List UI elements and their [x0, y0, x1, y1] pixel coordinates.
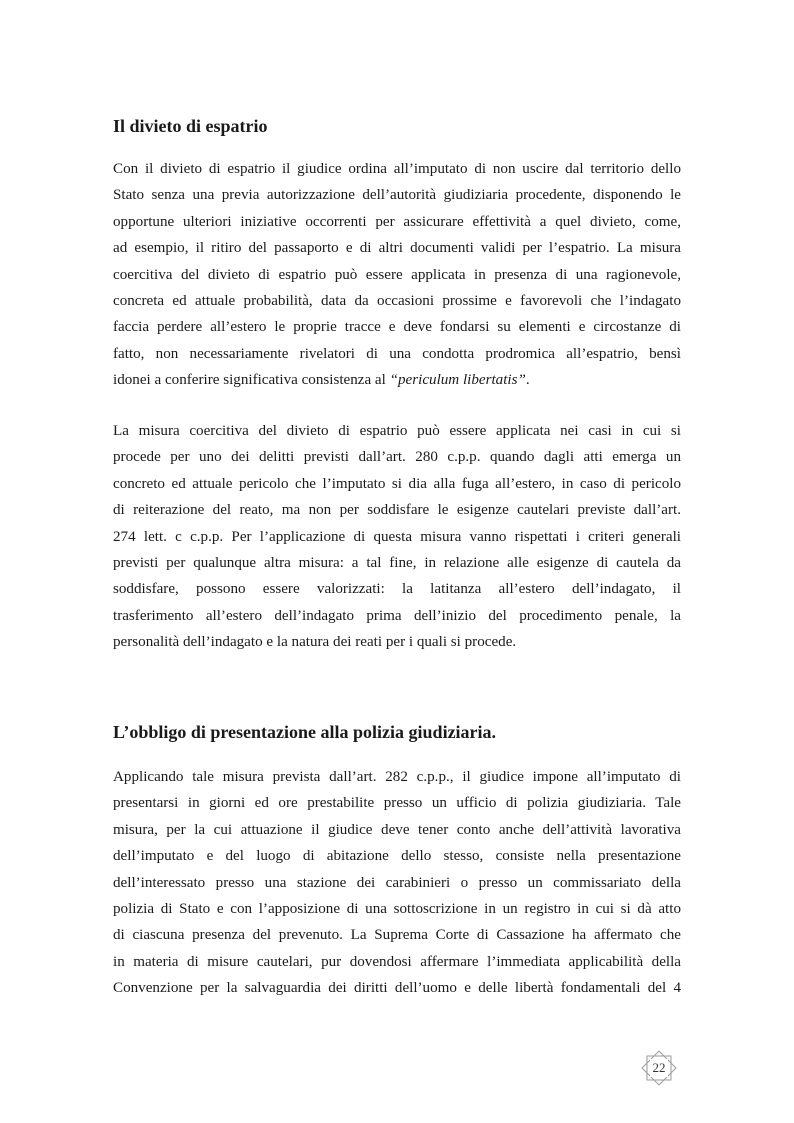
text-line	[113, 367, 681, 393]
text-line: presentarsi in giorni ed ore prestabilite presso un ufficio di polizia giudiziaria. Tale	[113, 795, 681, 812]
text-fragment: .	[525, 372, 530, 389]
text-line: dell’imputato e del luogo di abitazione dello stesso, consiste nella presentazione	[113, 848, 681, 865]
text-line: procede per uno dei delitti previsti dall’art. 280 c.p.p. quando dagli atti emerga un	[113, 449, 681, 466]
text-line: Con il divieto di espatrio il giudice ordina all’imputato di non uscire dal territorio dello	[113, 161, 681, 177]
text-line: trasferimento all’estero dell’indagato prima dell’inizio del procedimento penale, la	[113, 607, 681, 624]
text-line: concreto ed attuale pericolo che l’imputato si dia alla fuga all’estero, in caso di pericolo	[113, 475, 681, 492]
text-line: personalità dell’indagato e la natura dei reati per i quali si procede.	[113, 634, 517, 651]
text-line: coercitiva del divieto di espatrio può essere applicata in presenza di una ragionevole,	[113, 266, 681, 283]
text-line: Convenzione per la salvaguardia dei diritti dell’uomo e delle libertà fondamentali del 4	[113, 980, 681, 997]
section-heading-obbligo-presentazione: L’obbligo di presentazione alla polizia giudiziaria.	[113, 722, 497, 742]
text-line: dell’interessato presso una stazione dei carabinieri o presso un commissariato della	[113, 874, 681, 891]
text-line: misura, per la cui attuazione il giudice deve tener conto anche dell’attività lavorativa	[113, 821, 681, 838]
text-line: in materia di misure cautelari, pur dovendosi affermare l’immediata applicabilità della	[113, 953, 681, 970]
paragraph-divieto-2	[113, 418, 681, 656]
text-line: di ciascuna presenza del prevenuto. La Suprema Corte di Cassazione ha affermato che	[113, 927, 681, 944]
paragraph-divieto-1	[113, 156, 681, 394]
text-line: previsti per qualunque altra misura: a tal fine, in relazione alle esigenze di cautela da	[113, 554, 681, 571]
text-line: faccia perdere all’estero le proprie tracce e deve fondarsi su elementi e circostanze di	[113, 319, 681, 336]
text-line: fatto, non necessariamente rivelatori di una condotta prodromica all’espatrio, bensì	[113, 345, 681, 362]
text-line: La misura coercitiva del divieto di espatrio può essere applicata nei casi in cui si	[113, 423, 681, 439]
text-line: opportune ulteriori iniziative occorrenti per assicurare effettività a quel divieto, come,	[113, 213, 681, 230]
text-line: Stato senza una previa autorizzazione dell’autorità giudiziaria procedente, disponendo le	[113, 187, 681, 204]
text-line: polizia di Stato e con l’apposizione di una sottoscrizione in un registro in cui si dà atto	[113, 900, 681, 917]
text-line: ad esempio, il ritiro del passaporto e di altri documenti validi per l’espatrio. La misura	[113, 240, 681, 257]
text-line: Applicando tale misura prevista dall’art. 282 c.p.p., il giudice impone all’imputato di	[113, 769, 681, 785]
text-line: 274 lett. c c.p.p. Per l’applicazione di questa misura vanno rispettati i criteri generali	[113, 528, 681, 545]
page-number: 22	[652, 1060, 666, 1075]
text-line: di reiterazione del reato, ma non per soddisfare le esigenze cautelari previste dall’art.	[113, 502, 681, 519]
text-fragment: idonei a conferire significativa consistenza al	[113, 372, 390, 389]
text-line: soddisfare, possono essere valorizzati: la latitanza all’estero dell’indagato, il	[113, 581, 681, 598]
latin-term: “periculum libertatis”	[389, 372, 526, 389]
section-heading-divieto-espatrio: Il divieto di espatrio	[113, 116, 268, 136]
text-line: concreta ed attuale probabilità, data da occasioni prossime e favorevoli che l’indagato	[113, 292, 681, 309]
paragraph-obbligo-1	[113, 764, 681, 1002]
page-number-badge	[640, 1049, 678, 1087]
